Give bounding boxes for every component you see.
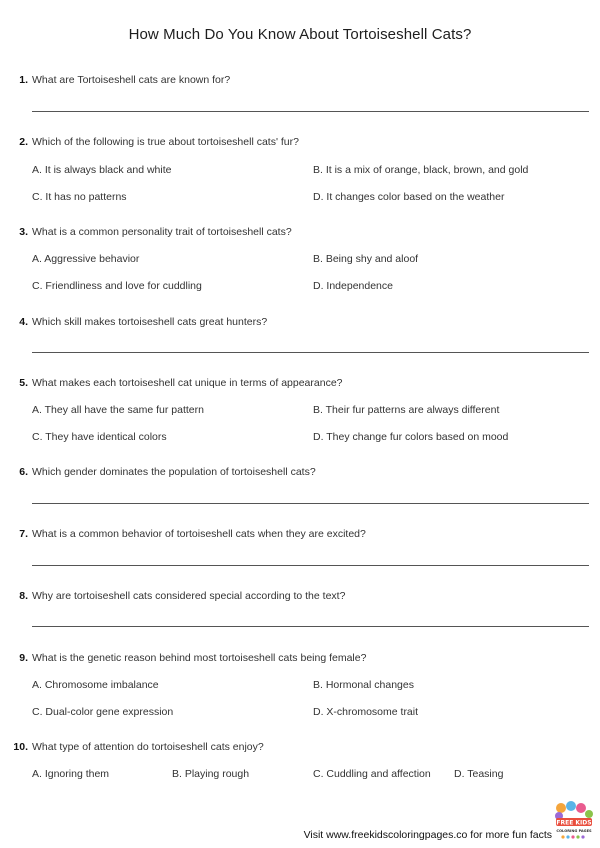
question-number: 7. [19, 528, 28, 540]
question-number: 8. [19, 590, 28, 602]
question-text: What type of attention do tortoiseshell cats enjoy? [32, 741, 264, 753]
option-d[interactable]: D. Independence [313, 280, 393, 292]
option-d[interactable]: D. They change fur colors based on mood [313, 431, 509, 443]
answer-line-8[interactable] [32, 626, 589, 627]
logo-text-line1: FREE KIDS [556, 819, 592, 827]
option-c[interactable]: C. It has no patterns [32, 191, 127, 203]
answer-line-6[interactable] [32, 503, 589, 504]
option-a[interactable]: A. Chromosome imbalance [32, 679, 159, 691]
question-number: 2. [19, 136, 28, 148]
page-title: How Much Do You Know About Tortoiseshell Cats? [128, 26, 472, 43]
question-text: What makes each tortoiseshell cat unique in terms of appearance? [32, 377, 343, 389]
option-d[interactable]: D. Teasing [454, 768, 504, 780]
option-d[interactable]: D. X-chromosome trait [313, 706, 419, 718]
answer-line-1[interactable] [32, 111, 589, 112]
option-a[interactable]: A. It is always black and white [32, 164, 172, 176]
option-b[interactable]: B. Hormonal changes [313, 679, 414, 691]
site-logo[interactable] [553, 800, 595, 842]
question-number: 3. [19, 226, 28, 238]
question-number: 4. [19, 316, 28, 328]
footer-text[interactable]: Visit www.freekidscoloringpages.co for more fun facts [303, 829, 552, 841]
question-text: What is a common personality trait of tortoiseshell cats? [32, 226, 292, 238]
option-b[interactable]: B. It is a mix of orange, black, brown, and gold [313, 164, 529, 176]
question-text: Which skill makes tortoiseshell cats great hunters? [32, 316, 268, 328]
logo-text-line2: COLORING PAGES [556, 829, 592, 833]
question-text: Which of the following is true about tortoiseshell cats' fur? [32, 136, 299, 148]
logo-dots [561, 835, 584, 838]
question-text: What are Tortoiseshell cats are known for? [32, 74, 231, 86]
question-text: Why are tortoiseshell cats considered special according to the text? [32, 590, 346, 602]
option-d[interactable]: D. It changes color based on the weather [313, 191, 505, 203]
option-c[interactable]: C. Friendliness and love for cuddling [32, 280, 202, 292]
question-text: What is the genetic reason behind most tortoiseshell cats being female? [32, 652, 367, 664]
logo-blobs [555, 801, 593, 820]
answer-line-4[interactable] [32, 352, 589, 353]
question-text: What is a common behavior of tortoiseshell cats when they are excited? [32, 528, 366, 540]
question-number: 9. [19, 652, 28, 664]
question-number: 5. [19, 377, 28, 389]
question-number: 1. [19, 74, 28, 86]
option-a[interactable]: A. Ignoring them [32, 768, 110, 780]
option-b[interactable]: B. Their fur patterns are always different [313, 404, 500, 416]
answer-line-7[interactable] [32, 565, 589, 566]
option-a[interactable]: A. Aggressive behavior [32, 253, 140, 265]
option-b[interactable]: B. Being shy and aloof [313, 253, 419, 265]
question-text: Which gender dominates the population of tortoiseshell cats? [32, 466, 316, 478]
option-c[interactable]: C. Dual-color gene expression [32, 706, 174, 718]
question-number: 6. [19, 466, 28, 478]
option-c[interactable]: C. Cuddling and affection [313, 768, 431, 780]
option-b[interactable]: B. Playing rough [172, 768, 250, 780]
question-number: 10. [13, 741, 28, 753]
option-c[interactable]: C. They have identical colors [32, 431, 167, 443]
option-a[interactable]: A. They all have the same fur pattern [32, 404, 204, 416]
